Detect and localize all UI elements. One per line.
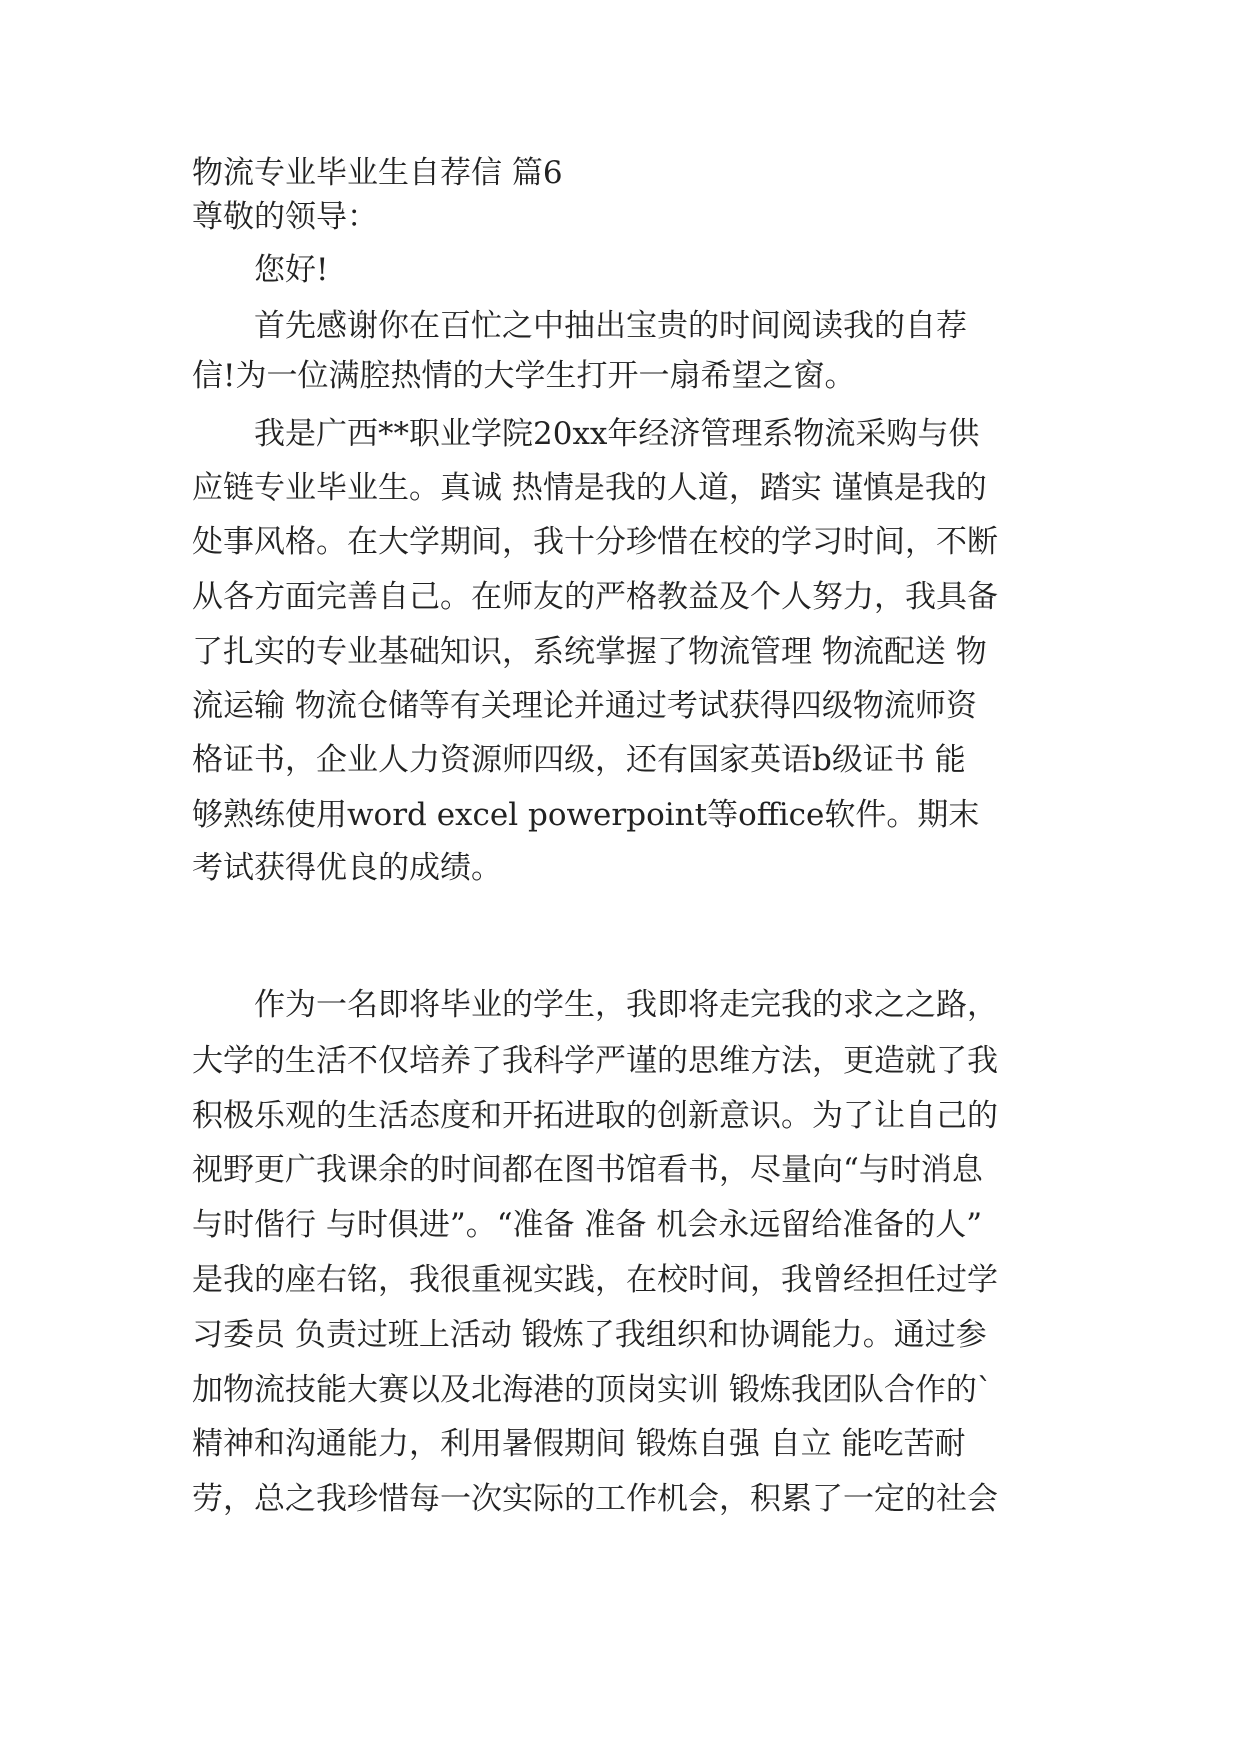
body-line: 是我的座右铭，我很重视实践，在校时间，我曾经担任过学 xyxy=(192,1262,998,1298)
body-line: 精神和沟通能力，利用暑假期间 锻炼自强 自立 能吃苦耐 xyxy=(192,1426,966,1462)
body-line: 习委员 负责过班上活动 锻炼了我组织和协调能力。通过参 xyxy=(192,1317,987,1353)
body-line: 作为一名即将毕业的学生，我即将走完我的求之之路， xyxy=(192,987,998,1023)
body-line: 视野更广我课余的时间都在图书馆看书，尽量向“与时消息 xyxy=(192,1152,983,1188)
body-line: 够熟练使用word excel powerpoint等office软件。期末 xyxy=(192,797,980,833)
body-line: 与时偕行 与时俱进”。“准备 准备 机会永远留给准备的人” xyxy=(192,1207,983,1243)
body-line: 考试获得优良的成绩。 xyxy=(192,850,502,886)
body-line: 劳，总之我珍惜每一次实际的工作机会，积累了一定的社会 xyxy=(192,1481,998,1517)
body-line: 了扎实的专业基础知识，系统掌握了物流管理 物流配送 物 xyxy=(192,634,987,670)
body-line: 格证书，企业人力资源师四级，还有国家英语b级证书 能 xyxy=(192,742,966,778)
body-line: 处事风格。在大学期间，我十分珍惜在校的学习时间，不断 xyxy=(192,524,998,560)
salutation: 尊敬的领导： xyxy=(192,199,378,235)
body-line: 应链专业毕业生。真诚 热情是我的人道，踏实 谨慎是我的 xyxy=(192,470,987,506)
body-line: 我是广西**职业学院20xx年经济管理系物流采购与供 xyxy=(192,416,980,452)
document-title: 物流专业毕业生自荐信 篇6 xyxy=(192,155,563,191)
body-line: 信!为一位满腔热情的大学生打开一扇希望之窗。 xyxy=(192,358,856,394)
body-line: 从各方面完善自己。在师友的严格教益及个人努力，我具备 xyxy=(192,579,998,615)
body-line: 您好! xyxy=(192,252,329,288)
body-line: 加物流技能大赛以及北海港的顶岗实训 锻炼我团队合作的` xyxy=(192,1372,993,1408)
body-line: 积极乐观的生活态度和开拓进取的创新意识。为了让自己的 xyxy=(192,1098,998,1134)
body-line: 流运输 物流仓储等有关理论并通过考试获得四级物流师资 xyxy=(192,688,977,724)
body-line: 大学的生活不仅培养了我科学严谨的思维方法，更造就了我 xyxy=(192,1043,998,1079)
body-line: 首先感谢你在百忙之中抽出宝贵的时间阅读我的自荐 xyxy=(192,308,967,344)
